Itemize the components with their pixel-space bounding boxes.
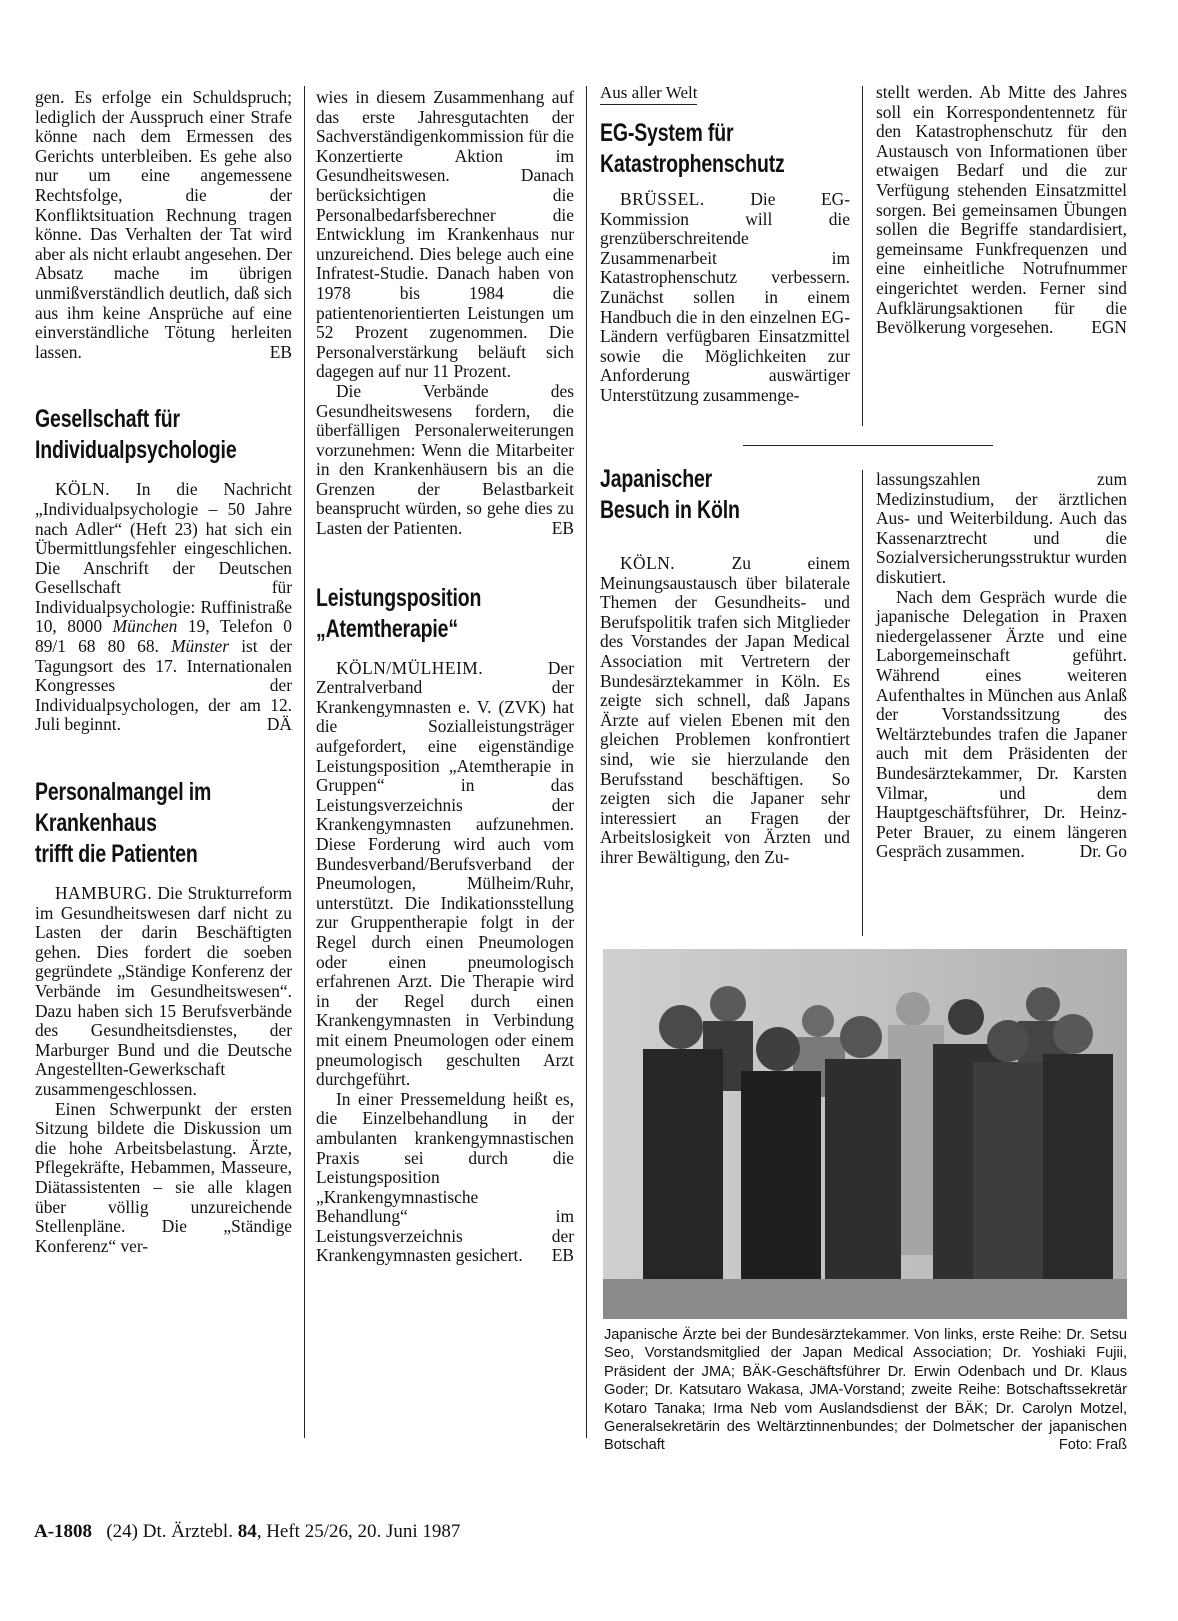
- headline-eg-system: EG-System für Katastrophenschutz: [600, 119, 785, 178]
- column-rule: [304, 86, 305, 1438]
- headline-atemtherapie: Leistungsposition „Atemtherapie“: [316, 583, 482, 643]
- article-body: KÖLN/MÜLHEIM. Der Zentralverband der Krankengymnasten e. V. (ZVK) hat die Sozialleistungsträger aufgefordert, eine eigenständige Leistungsposition „Atemtherapie in Gruppen“ in das Leistungsverzeichnis der Krankengymnasten aufzunehmen. Diese Forderung wird auch vom Bundesverband/Berufsverband der Pneumologen, Mülheim/Ruhr, unterstützt. Die Indikationsstellung zur Gruppentherapie folgt in der Regel durch einen Pneumologen oder einen pneumologisch erfahrenen Arzt. Die Therapie wird in der Regel durch einen Krankengymnasten in Verbindung mit einem Pneumologen oder einem pneumologisch geschulten Arzt durchgeführt.: [316, 657, 574, 1090]
- article-body: KÖLN. Zu einem Meinungsaustausch über bilaterale Themen der Gesundheits- und Berufspolitik trafen sich Mitglieder des Vorstandes der Japan Medical Association mit Vertretern der Bundesärztekammer in Köln. Es zeigte sich schnell, daß Japans Ärzte auf vielen Ebenen mit den gleichen Problemen konfrontiert sind, wie sie hierzulande den Berufsstand beschäftigen. So zeigten sich die Japaner sehr interessiert an Fragen der Arbeitslosigkeit von Ärzten und ihrer Bewältigung, den Zu-: [600, 553, 850, 867]
- page-number: A-1808: [34, 1521, 93, 1542]
- column-rule: [586, 86, 587, 1438]
- article-continuation: gen. Es erfolge ein Schuldspruch; lediglich der Ausspruch einer Strafe könne nach dem Ermessen des Gerichts unterbleiben. Es gehe also nur um eine angemessene Rechtsfolge, die der Konfliktsituation Rechnung tragen könne. Das Verhalten der Tat wird aber als nicht erlaubt angesehen. Der Absatz mache im übrigen unmißverständlich deutlich, daß sich aus ihm keine Ansprüche auf eine einverständliche Tötung herleiten lassen. EB: [35, 87, 292, 362]
- headline-japanischer-besuch: Japanischer Besuch in Köln: [600, 465, 740, 524]
- column-4-lower: [876, 470, 1127, 862]
- article-body: Einen Schwerpunkt der ersten Sitzung bildete die Diskussion um die hohe Arbeitsbelastung. Ärzte, Pflegekräfte, Hebammen, Masseure, Diätassistenten – sie alle klagen über völlig unzureichende Stellenpläne. Die „Ständige Konferenz“ ver-: [35, 1098, 292, 1256]
- author-signature: EB: [551, 1245, 574, 1266]
- column-rule: [862, 86, 863, 426]
- column-4: [876, 83, 1127, 338]
- article-body: Die Verbände des Gesundheitswesens fordern, die überfälligen Personalerweiterungen vorzunehmen: Wenn die Mitarbeiter in den Krankenhäusern bis an die Grenzen der Belastbarkeit beansprucht würden, so gehe dies zu Lasten der Patienten. EB: [316, 380, 574, 539]
- column-1: [35, 88, 292, 1256]
- author-signature: EGN: [1091, 317, 1127, 338]
- dateline: BRÜSSEL.: [620, 189, 705, 209]
- author-signature: EB: [551, 518, 574, 539]
- journal-citation: (24) Dt. Ärztebl.: [106, 1521, 233, 1542]
- article-separator: [743, 445, 993, 446]
- headline-individualpsychologie: Gesellschaft für Individualpsychologie: [35, 405, 237, 465]
- author-signature: EB: [269, 341, 292, 362]
- author-signature: Dr. Go: [1079, 841, 1127, 862]
- author-signature: DÄ: [266, 714, 292, 735]
- article-continuation: lassungszahlen zum Medizinstudium, der ärztlichen Aus- und Weiterbildung. Auch das Kassenarztrecht und die Sozialversicherungsstruktur wurden diskutiert.: [876, 469, 1127, 587]
- dateline: KÖLN.: [55, 479, 111, 500]
- column-3-lower: [600, 464, 850, 868]
- column-rule: [862, 470, 863, 936]
- article-body: KÖLN. In die Nachricht „Individualpsychologie – 50 Jahre nach Adler“ (Heft 23) hat sich ein Übermittlungsfehler eingeschlichen. Die Anschrift der Deutschen Gesellschaft für Individualpsychologie: Ruffinistraße 10, 8000 München 19, Telefon 0 89/1 68 80 68. Münster ist der Tagungsort des 17. Internationalen Kongresses der Individualpsychologen, der am 12. Juli beginnt. DÄ: [35, 479, 292, 735]
- group-photo-illustration: [603, 949, 1127, 1319]
- article-body: In einer Pressemeldung heißt es, die Einzelbehandlung in der ambulanten krankengymnastischen Praxis sei durch die Leistungsposition „Krankengymnastische Behandlung“ im Leistungsverzeichnis der Krankengymnasten gesichert. EB: [316, 1088, 574, 1266]
- page-footer: [34, 1521, 460, 1543]
- photo-caption: Japanische Ärzte bei der Bundesärztekammer. Von links, erste Reihe: Dr. Setsu Seo, Vorstandsmitglied der Japan Medical Association; Dr. Yoshiaki Fujii, Präsident der JMA; BÄK-Geschäftsführer Dr. Erwin Odenbach und Dr. Klaus Goder; Dr. Katsutaro Wakasa, JMA-Vorstand; zweite Reihe: Botschaftssekretär Kotaro Tanaka; Irma Neb vom Auslandsdienst der BÄK; Dr. Carolyn Motzel, Generalsekretärin des Weltärztinnenbundes; der Dolmetscher der japanischen Botschaft Foto: Fraß: [604, 1327, 1127, 1454]
- dateline: HAMBURG.: [55, 883, 153, 904]
- issue-date: , Heft 25/26, 20. Juni 1987: [256, 1521, 461, 1542]
- column-3: [600, 118, 850, 406]
- column-2: [316, 88, 574, 1266]
- volume-number: 84: [237, 1521, 257, 1542]
- section-rubric: Aus aller Welt: [600, 83, 697, 105]
- group-photo: [603, 949, 1127, 1319]
- article-continuation: wies in diesem Zusammenhang auf das erste Jahresgutachten der Sachverständigenkommission für die Konzertierte Aktion im Gesundheitswesen. Danach berücksichtigen die Personalbedarfsberechner die Entwicklung im Krankenhaus nur unzureichend. Dies belege auch eine Infratest-Studie. Danach haben von 1978 bis 1984 die patientenorientierten Leistungen um 52 Prozent zugenommen. Die Personalverstärkung beläuft sich dagegen auf nur 11 Prozent.: [316, 87, 574, 382]
- article-body: BRÜSSEL. Die EG-Kommission will die grenzüberschreitende Zusammenarbeit im Katastrophenschutz verbessern. Zunächst sollen in einem Handbuch die in den einzelnen EG-Ländern verfügbaren Einsatzmittel sowie die Möglichkeiten zur Anforderung auswärtiger Unterstützung zusammenge-: [600, 189, 850, 405]
- article-body: HAMBURG. Die Strukturreform im Gesundheitswesen darf nicht zu Lasten der darin Beschäftigten gehen. Dies fordert die soeben gegründete „Ständige Konferenz der Verbände im Gesundheitswesen“. Dazu haben sich 15 Berufsverbände des Gesundheitsdienstes, der Marburger Bund und die Deutsche Angestellten-Gewerkschaft zusammengeschlossen.: [35, 883, 292, 1099]
- headline-personalmangel: Personalmangel im Krankenhaus trifft die Patienten: [35, 778, 212, 869]
- photo-credit: Foto: Fraß: [1058, 1437, 1127, 1454]
- article-continuation: stellt werden. Ab Mitte des Jahres soll ein Korrespondentennetz für den Katastrophenschutz für den Austausch von Informationen über etwaigen Bedarf und die zur Verfügung stehenden Einsatzmittel sorgen. Bei gemeinsamen Übungen sollen die Begriffe standardisiert, gemeinsame Funkfrequenzen und eine einheitliche Notrufnummer eingerichtet werden. Ferner sind Aufklärungsaktionen für die Bevölkerung vorgesehen. EGN: [876, 82, 1127, 338]
- column-rule: [586, 1300, 587, 1438]
- dateline: KÖLN/MÜLHEIM.: [336, 657, 484, 678]
- dateline: KÖLN.: [620, 553, 676, 573]
- article-body: Nach dem Gespräch wurde die japanische Delegation in Praxen niedergelassener Ärzte und eine Laborgemeinschaft geführt. Während eines weiteren Aufenthaltes in München aus Anlaß der Vorstandssitzung des Weltärztebundes trafen die Japaner auch mit dem Präsidenten der Bundesärztekammer, Dr. Karsten Vilmar, und dem Hauptgeschäftsführer, Dr. Heinz-Peter Brauer, zu einem längeren Gespräch zusammen. Dr. Go: [876, 586, 1127, 862]
